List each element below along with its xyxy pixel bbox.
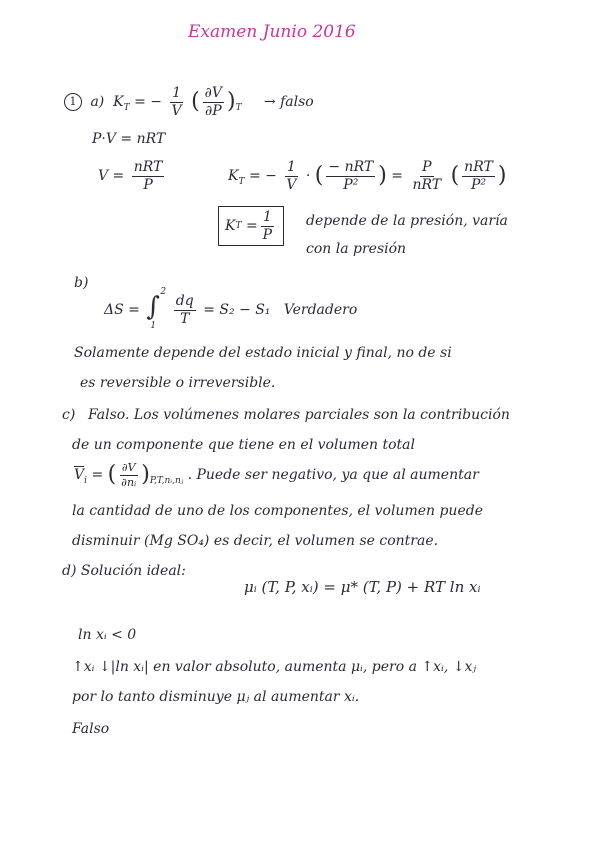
part-a-comment-line1: depende de la presión, varía — [306, 213, 508, 229]
part-c-line5: disminuir (Mg SO₄) es decir, el volumen se contrae. — [72, 533, 439, 549]
partial-molar-volume: $\overline{V}_i$ = ( $\frac{\partial V}{\text{∂nᵢ}}$ )$_{P,T,nᵢ,nⱼ}$ . Puede ser negativo, ya que al aumentar — [74, 461, 479, 489]
compressibility-derivation: $K_T$ = − $\frac{1}{V}$ · ( $\frac{\text{− nRT}}{\text{P²}}$ ) = $\frac{P}{\text{nRT}}$ ( $\frac{\text{nRT}}{\text{P²}}$ ) — [228, 159, 507, 193]
part-c-line1: Falso. Los volúmenes molares parciales son la contribución — [88, 407, 510, 423]
part-b-label: b) — [74, 275, 89, 291]
question-a-definition: 1 a) $K_T$ = − $\frac{1}{V}$ ( $\frac{\partial V}{\partial P}$ )$_T$ → falso — [64, 86, 314, 118]
part-d-label: d) Solución ideal: — [62, 563, 186, 579]
chemical-potential-formula: μᵢ (T, P, xᵢ) = μ* (T, P) + RT ln xᵢ — [244, 578, 481, 596]
ln-inequality: ln xᵢ < 0 — [78, 627, 137, 643]
part-d-line2: por lo tanto disminuye μⱼ al aumentar xᵢ. — [72, 689, 360, 705]
part-d-line1: ↑xᵢ ↓|ln xᵢ| en valor absoluto, aumenta μᵢ, pero a ↑xᵢ, ↓xⱼ — [72, 659, 477, 675]
part-b-line2: es reversible o irreversible. — [80, 375, 276, 391]
ideal-gas-law: P·V = nRT — [92, 131, 166, 147]
page-title: Examen Junio 2016 — [188, 22, 356, 42]
question-number: 1 — [64, 93, 82, 111]
part-a-label: a) — [90, 94, 105, 111]
part-a-verdict: falso — [280, 94, 314, 111]
boxed-result: K T = $\frac{1}{P}$ — [218, 206, 284, 246]
entropy-equation: ΔS = ∫ 2 1 $\frac{dq}{T}$ = S₂ − S₁ Verdadero — [104, 287, 358, 331]
part-c-line2: de un componente que tiene en el volumen total — [72, 437, 415, 453]
part-c-line4: la cantidad de uno de los componentes, el volumen puede — [72, 503, 483, 519]
part-d-verdict: Falso — [72, 721, 110, 737]
arrow-icon: → — [263, 94, 276, 111]
part-c-label: c) — [62, 407, 76, 423]
part-b-verdict: Verdadero — [283, 302, 358, 318]
part-a-comment-line2: con la presión — [306, 241, 407, 257]
volume-expression: V = $\frac{\text{nRT}}{P}$ — [98, 159, 163, 193]
part-b-line1: Solamente depende del estado inicial y final, no de si — [74, 345, 452, 361]
